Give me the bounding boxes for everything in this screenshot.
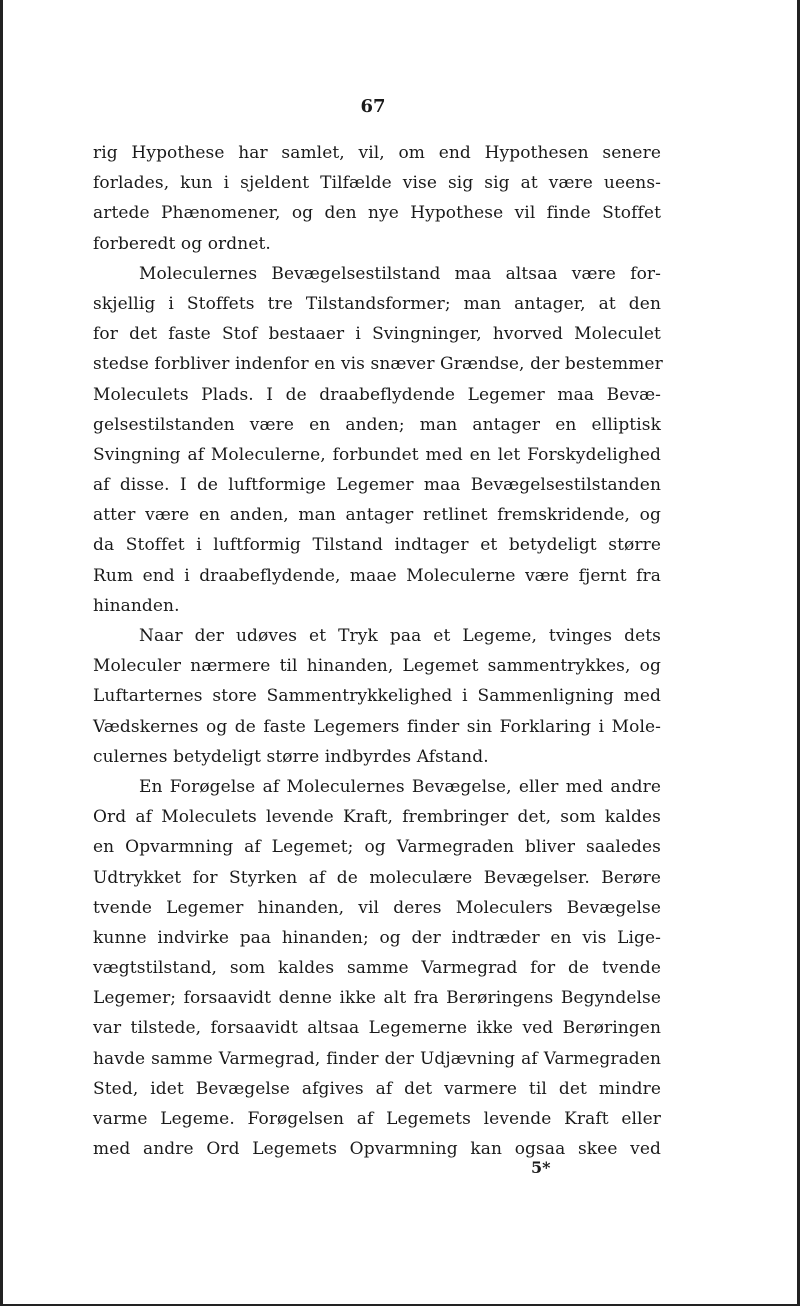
text-line: varme Legeme. Forøgelsen af Legemets levende Kraft eller <box>93 1109 661 1129</box>
text-line: gelsestilstanden være en anden; man antager en elliptisk <box>93 414 661 435</box>
text-line: med andre Ord Legemets Opvarmning kan ogsaa skee ved <box>93 1139 661 1160</box>
text-line: vægtstilstand, som kaldes samme Varmegrad for de tvende <box>93 958 661 979</box>
text-line: atter være en anden, man antager retlinet fremskridende, og <box>93 505 661 526</box>
text-line: Moleculets Plads. I de draabeflydende Legemer maa Bevæ- <box>93 384 661 405</box>
text-line: forberedt og ordnet. <box>93 233 271 254</box>
text-line: da Stoffet i luftformig Tilstand indtager et betydeligt større <box>93 535 661 556</box>
text-line: artede Phænomener, og den nye Hypothese vil finde Stoffet <box>93 203 661 224</box>
text-line: skjellig i Stoffets tre Tilstandsformer; man antager, at den <box>93 293 661 314</box>
text-line: Udtrykket for Styrken af de moleculære Bevægelser. Berøre <box>93 867 661 888</box>
text-line: stedse forbliver indenfor en vis snæver Grændse, der bestemmer <box>93 354 663 375</box>
text-line: Svingning af Moleculerne, forbundet med en let Forskydelighed <box>93 444 661 465</box>
paragraph <box>93 259 661 621</box>
text-line: for det faste Stof bestaaer i Svingninger, hvorved Moleculet <box>93 324 661 345</box>
text-line: Vædskernes og de faste Legemers finder sin Forklaring i Mole- <box>93 716 661 737</box>
paragraph <box>93 772 661 1164</box>
text-line: rig Hypothese har samlet, vil, om end Hypothesen senere <box>93 143 661 163</box>
text-line: En Forøgelse af Moleculernes Bevægelse, eller med andre <box>139 776 661 797</box>
text-line: Moleculer nærmere til hinanden, Legemet sammentrykkes, og <box>93 656 661 677</box>
text-line: Sted, idet Bevægelse afgives af det varmere til det mindre <box>93 1078 661 1099</box>
text-line: Ord af Moleculets levende Kraft, frembringer det, som kaldes <box>93 807 661 828</box>
text-line: var tilstede, forsaavidt altsaa Legemerne ikke ved Berøringen <box>93 1018 661 1039</box>
text-line: havde samme Varmegrad, finder der Udjævning af Varmegraden <box>93 1048 661 1069</box>
text-line: Luftarternes store Sammentrykkelighed i Sammenligning med <box>93 686 661 707</box>
paragraph <box>93 621 661 772</box>
text-line: Moleculernes Bevægelsestilstand maa altsaa være for- <box>139 263 661 284</box>
text-line: Naar der udøves et Tryk paa et Legeme, tvinges dets <box>139 626 661 646</box>
signature-mark: 5* <box>531 1158 551 1177</box>
text-line: kunne indvirke paa hinanden; og der indtræder en vis Lige- <box>93 927 661 948</box>
page-number: 67 <box>360 96 386 117</box>
text-line: culernes betydeligt større indbyrdes Afstand. <box>93 746 489 767</box>
text-line: en Opvarmning af Legemet; og Varmegraden bliver saaledes <box>93 837 661 858</box>
text-line: forlades, kun i sjeldent Tilfælde vise sig sig at være ueens- <box>93 173 661 194</box>
text-line: tvende Legemer hinanden, vil deres Moleculers Bevægelse <box>93 897 661 918</box>
text-line: af disse. I de luftformige Legemer maa Bevægelsestilstanden <box>93 475 661 496</box>
paragraph <box>93 138 661 259</box>
body-text <box>93 138 661 1164</box>
text-line: Legemer; forsaavidt denne ikke alt fra Berøringens Begyndelse <box>93 988 661 1009</box>
text-line: hinanden. <box>93 595 180 616</box>
text-line: Rum end i draabeflydende, maae Moleculerne være fjernt fra <box>93 565 661 586</box>
